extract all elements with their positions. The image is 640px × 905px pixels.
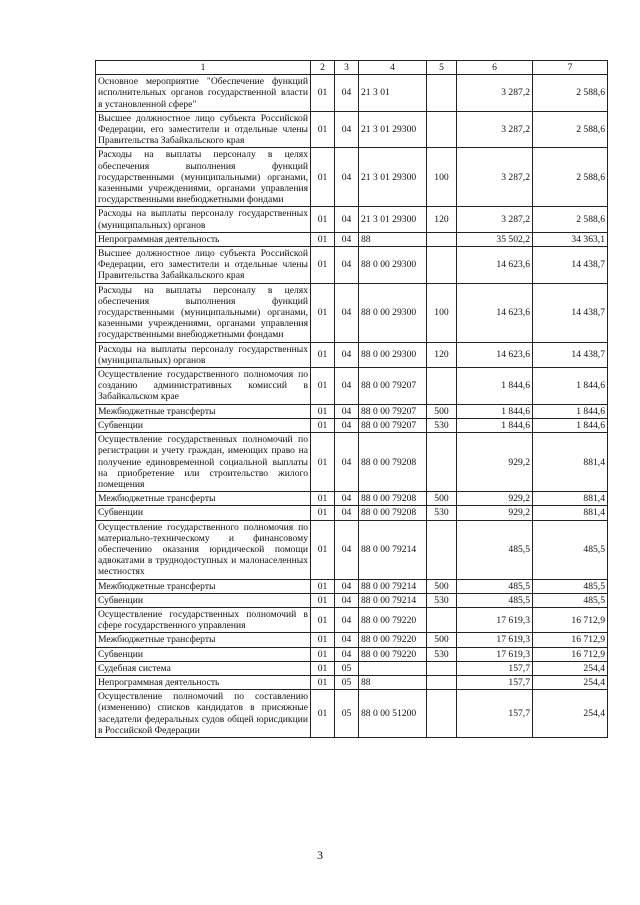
target-article-cell: 88 0 00 79214 (359, 520, 427, 579)
item-name-cell: Осуществление государственных полномочий в сфере государственного управления (96, 607, 311, 632)
amount-col7-cell: 485,5 (533, 520, 608, 579)
table-row (96, 148, 608, 207)
table-row (96, 368, 608, 405)
item-name-cell: Высшее должностное лицо субъекта Российской Федерации, его заместители и отдельные члены Правительства Забайкальского края (96, 247, 311, 284)
expense-type-cell (427, 661, 457, 675)
section-cell: 01 (311, 418, 335, 432)
expense-type-cell: 100 (427, 283, 457, 342)
target-article-cell: 88 0 00 79220 (359, 633, 427, 647)
section-cell: 01 (311, 368, 335, 405)
subsection-cell: 04 (335, 579, 359, 593)
subsection-cell: 04 (335, 433, 359, 492)
amount-col7-cell: 34 363,1 (533, 232, 608, 246)
item-name-cell: Расходы на выплаты персоналу в целях обеспечения выполнения функций государственными (муниципальными) органами, казенными учреждениями, органами управления государственными внебюджетными фондами (96, 283, 311, 342)
amount-col7-cell: 254,4 (533, 661, 608, 675)
table-row (96, 579, 608, 593)
section-cell: 01 (311, 690, 335, 738)
header-cell: 2 (311, 61, 335, 75)
expense-type-cell (427, 75, 457, 112)
amount-col6-cell: 485,5 (457, 593, 533, 607)
expense-type-cell (427, 690, 457, 738)
section-cell: 01 (311, 232, 335, 246)
expense-type-cell: 500 (427, 633, 457, 647)
amount-col6-cell: 1 844,6 (457, 368, 533, 405)
target-article-cell: 88 0 00 79220 (359, 647, 427, 661)
expense-type-cell (427, 368, 457, 405)
table-row (96, 342, 608, 367)
target-article-cell: 88 (359, 675, 427, 689)
amount-col7-cell: 2 588,6 (533, 75, 608, 112)
item-name-cell: Межбюджетные трансферты (96, 492, 311, 506)
amount-col7-cell: 1 844,6 (533, 404, 608, 418)
subsection-cell: 05 (335, 690, 359, 738)
item-name-cell: Межбюджетные трансферты (96, 404, 311, 418)
section-cell: 01 (311, 579, 335, 593)
section-cell: 01 (311, 633, 335, 647)
expense-type-cell: 120 (427, 342, 457, 367)
amount-col6-cell: 157,7 (457, 675, 533, 689)
amount-col7-cell: 485,5 (533, 593, 608, 607)
table-row (96, 675, 608, 689)
target-article-cell: 88 0 00 79220 (359, 607, 427, 632)
amount-col6-cell: 14 623,6 (457, 283, 533, 342)
expense-type-cell: 100 (427, 148, 457, 207)
subsection-cell: 04 (335, 75, 359, 112)
amount-col7-cell: 1 844,6 (533, 418, 608, 432)
table-row (96, 593, 608, 607)
item-name-cell: Осуществление государственного полномочия по материально-техническому и финансовому обеспечению оказания юридической помощи адвокатами в труднодоступных и малонаселенных местностях (96, 520, 311, 579)
amount-col7-cell: 2 588,6 (533, 148, 608, 207)
subsection-cell: 04 (335, 492, 359, 506)
amount-col6-cell: 17 619,3 (457, 607, 533, 632)
amount-col7-cell: 16 712,9 (533, 647, 608, 661)
target-article-cell: 88 0 00 79208 (359, 492, 427, 506)
item-name-cell: Судебная система (96, 661, 311, 675)
section-cell: 01 (311, 404, 335, 418)
expense-type-cell: 120 (427, 207, 457, 232)
amount-col6-cell: 1 844,6 (457, 404, 533, 418)
header-cell: 1 (96, 61, 311, 75)
section-cell: 01 (311, 433, 335, 492)
item-name-cell: Непрограммная деятельность (96, 232, 311, 246)
subsection-cell: 05 (335, 675, 359, 689)
subsection-cell: 04 (335, 368, 359, 405)
section-cell: 01 (311, 75, 335, 112)
table-row (96, 690, 608, 738)
subsection-cell: 04 (335, 404, 359, 418)
amount-col7-cell: 254,4 (533, 690, 608, 738)
subsection-cell: 04 (335, 207, 359, 232)
expense-type-cell (427, 232, 457, 246)
table-row (96, 207, 608, 232)
expense-type-cell (427, 433, 457, 492)
table-row (96, 111, 608, 148)
target-article-cell: 88 0 00 79214 (359, 579, 427, 593)
table-row (96, 492, 608, 506)
amount-col7-cell: 881,4 (533, 492, 608, 506)
amount-col6-cell: 3 287,2 (457, 111, 533, 148)
target-article-cell: 88 0 00 29300 (359, 283, 427, 342)
table-row (96, 607, 608, 632)
target-article-cell: 21 3 01 29300 (359, 207, 427, 232)
item-name-cell: Осуществление государственных полномочий по регистрации и учету граждан, имеющих право на получение единовременной социальной выплаты на приобретение или строительство жилого помещения (96, 433, 311, 492)
amount-col6-cell: 1 844,6 (457, 418, 533, 432)
expense-type-cell: 530 (427, 593, 457, 607)
subsection-cell: 04 (335, 647, 359, 661)
amount-col7-cell: 14 438,7 (533, 342, 608, 367)
target-article-cell: 88 0 00 79208 (359, 506, 427, 520)
amount-col6-cell: 157,7 (457, 690, 533, 738)
amount-col6-cell: 485,5 (457, 579, 533, 593)
subsection-cell: 04 (335, 418, 359, 432)
subsection-cell: 05 (335, 661, 359, 675)
amount-col6-cell: 14 623,6 (457, 342, 533, 367)
section-cell: 01 (311, 520, 335, 579)
amount-col6-cell: 3 287,2 (457, 148, 533, 207)
item-name-cell: Субвенции (96, 506, 311, 520)
amount-col7-cell: 2 588,6 (533, 207, 608, 232)
amount-col6-cell: 485,5 (457, 520, 533, 579)
item-name-cell: Межбюджетные трансферты (96, 579, 311, 593)
section-cell: 01 (311, 342, 335, 367)
item-name-cell: Расходы на выплаты персоналу государственных (муниципальных) органов (96, 207, 311, 232)
target-article-cell: 88 0 00 51200 (359, 690, 427, 738)
subsection-cell: 04 (335, 148, 359, 207)
header-row (96, 61, 608, 75)
item-name-cell: Осуществление полномочий по составлению (изменению) списков кандидатов в присяжные заседатели федеральных судов общей юрисдикции в Российской Федерации (96, 690, 311, 738)
section-cell: 01 (311, 661, 335, 675)
table-row (96, 661, 608, 675)
expense-type-cell: 500 (427, 492, 457, 506)
header-cell: 5 (427, 61, 457, 75)
expense-type-cell (427, 247, 457, 284)
item-name-cell: Осуществление государственного полномочия по созданию административных комиссий в Забайкальском крае (96, 368, 311, 405)
header-cell: 3 (335, 61, 359, 75)
subsection-cell: 04 (335, 520, 359, 579)
header-cell: 6 (457, 61, 533, 75)
amount-col7-cell: 14 438,7 (533, 247, 608, 284)
expense-type-cell: 530 (427, 506, 457, 520)
section-cell: 01 (311, 607, 335, 632)
expense-type-cell: 530 (427, 647, 457, 661)
subsection-cell: 04 (335, 506, 359, 520)
table-row (96, 520, 608, 579)
amount-col7-cell: 14 438,7 (533, 283, 608, 342)
subsection-cell: 04 (335, 342, 359, 367)
subsection-cell: 04 (335, 593, 359, 607)
target-article-cell: 21 3 01 (359, 75, 427, 112)
expense-type-cell (427, 675, 457, 689)
amount-col6-cell: 929,2 (457, 506, 533, 520)
section-cell: 01 (311, 506, 335, 520)
table-row (96, 433, 608, 492)
expense-type-cell (427, 607, 457, 632)
table-row (96, 75, 608, 112)
expense-type-cell (427, 111, 457, 148)
amount-col7-cell: 2 588,6 (533, 111, 608, 148)
subsection-cell: 04 (335, 247, 359, 284)
target-article-cell: 88 0 00 79208 (359, 433, 427, 492)
item-name-cell: Основное мероприятие "Обеспечение функций исполнительных органов государственной власти в установленной сфере" (96, 75, 311, 112)
table-body (96, 75, 608, 738)
page-number: 3 (317, 848, 323, 862)
target-article-cell: 88 0 00 79214 (359, 593, 427, 607)
section-cell: 01 (311, 593, 335, 607)
amount-col6-cell: 3 287,2 (457, 207, 533, 232)
amount-col7-cell: 881,4 (533, 433, 608, 492)
amount-col7-cell: 881,4 (533, 506, 608, 520)
amount-col7-cell: 16 712,9 (533, 633, 608, 647)
item-name-cell: Субвенции (96, 647, 311, 661)
table-row (96, 283, 608, 342)
target-article-cell: 21 3 01 29300 (359, 148, 427, 207)
table-row (96, 404, 608, 418)
table-row (96, 647, 608, 661)
table-row (96, 247, 608, 284)
table-row (96, 418, 608, 432)
item-name-cell: Непрограммная деятельность (96, 675, 311, 689)
amount-col7-cell: 1 844,6 (533, 368, 608, 405)
subsection-cell: 04 (335, 633, 359, 647)
header-cell: 4 (359, 61, 427, 75)
amount-col6-cell: 929,2 (457, 433, 533, 492)
target-article-cell: 88 0 00 29300 (359, 247, 427, 284)
table-row (96, 633, 608, 647)
amount-col7-cell: 16 712,9 (533, 607, 608, 632)
target-article-cell (359, 661, 427, 675)
subsection-cell: 04 (335, 232, 359, 246)
section-cell: 01 (311, 148, 335, 207)
amount-col6-cell: 929,2 (457, 492, 533, 506)
target-article-cell: 88 0 00 79207 (359, 404, 427, 418)
subsection-cell: 04 (335, 607, 359, 632)
expense-type-cell: 530 (427, 418, 457, 432)
section-cell: 01 (311, 247, 335, 284)
section-cell: 01 (311, 675, 335, 689)
item-name-cell: Субвенции (96, 418, 311, 432)
header-cell: 7 (533, 61, 608, 75)
item-name-cell: Межбюджетные трансферты (96, 633, 311, 647)
amount-col6-cell: 157,7 (457, 661, 533, 675)
section-cell: 01 (311, 207, 335, 232)
table-row (96, 232, 608, 246)
section-cell: 01 (311, 111, 335, 148)
item-name-cell: Расходы на выплаты персоналу государственных (муниципальных) органов (96, 342, 311, 367)
target-article-cell: 88 0 00 29300 (359, 342, 427, 367)
budget-table (95, 60, 608, 738)
section-cell: 01 (311, 283, 335, 342)
amount-col6-cell: 14 623,6 (457, 247, 533, 284)
expense-type-cell (427, 520, 457, 579)
expense-type-cell: 500 (427, 404, 457, 418)
amount-col7-cell: 254,4 (533, 675, 608, 689)
target-article-cell: 88 0 00 79207 (359, 418, 427, 432)
target-article-cell: 21 3 01 29300 (359, 111, 427, 148)
table-row (96, 506, 608, 520)
subsection-cell: 04 (335, 111, 359, 148)
subsection-cell: 04 (335, 283, 359, 342)
amount-col6-cell: 17 619,3 (457, 633, 533, 647)
expense-type-cell: 500 (427, 579, 457, 593)
target-article-cell: 88 0 00 79207 (359, 368, 427, 405)
section-cell: 01 (311, 647, 335, 661)
item-name-cell: Субвенции (96, 593, 311, 607)
section-cell: 01 (311, 492, 335, 506)
item-name-cell: Высшее должностное лицо субъекта Российской Федерации, его заместители и отдельные члены Правительства Забайкальского края (96, 111, 311, 148)
amount-col6-cell: 17 619,3 (457, 647, 533, 661)
amount-col6-cell: 3 287,2 (457, 75, 533, 112)
amount-col6-cell: 35 502,2 (457, 232, 533, 246)
item-name-cell: Расходы на выплаты персоналу в целях обеспечения выполнения функций государственными (муниципальными) органами, казенными учреждениями, органами управления государственными внебюджетными фондами (96, 148, 311, 207)
amount-col7-cell: 485,5 (533, 579, 608, 593)
target-article-cell: 88 (359, 232, 427, 246)
